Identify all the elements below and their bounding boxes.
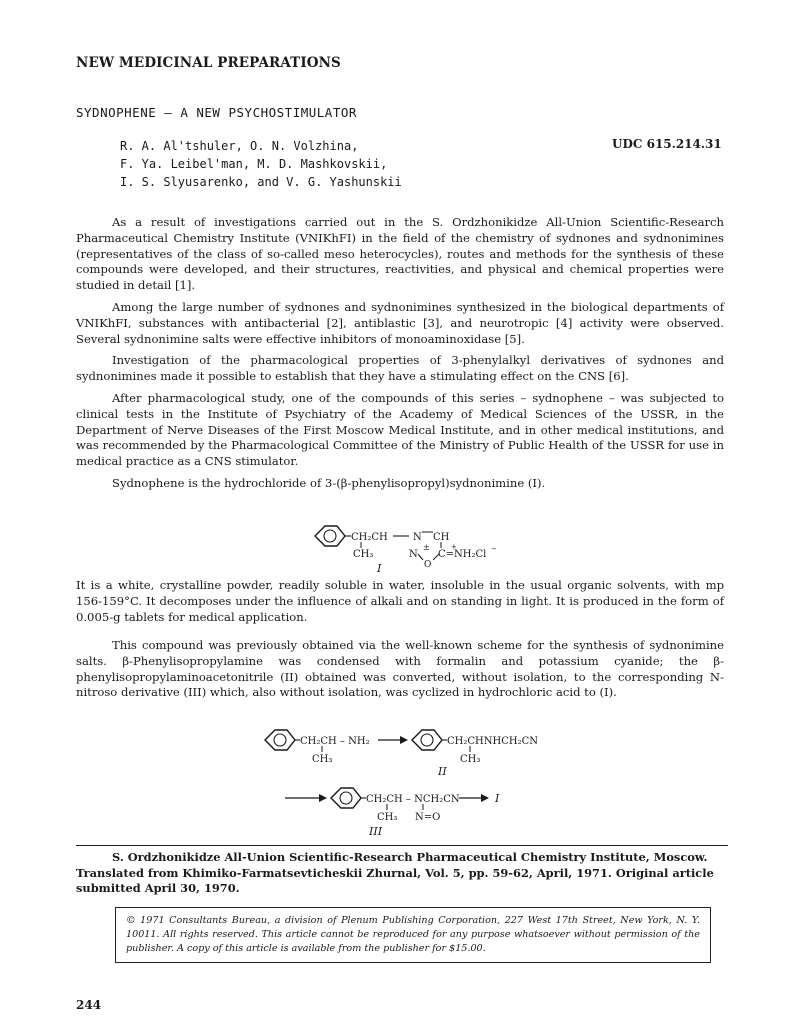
- reaction-arrow-icon: [459, 794, 489, 802]
- article-title: SYDNOPHENE – A NEW PSYCHOSTIMULATOR: [76, 105, 357, 120]
- intro-paragraphs: [76, 215, 724, 498]
- charge-mark: ±: [423, 543, 430, 552]
- footnote-divider: [76, 845, 728, 846]
- methyl-label: CH₃: [377, 812, 398, 823]
- paragraph: As a result of investigations carried out in the S. Ordzhonikidze All-Union Scientific-Research Pharmaceutical Chemistry Institute (VNIKhFI) in the field of the chemistry of sydnones and sydnonimines (representatives of the class of so-called meso heterocycles), routes and methods for the synthesis of these compounds were developed, and their structures, reactivities, and physical and chemical properties were studied in detail [1].: [76, 215, 724, 293]
- imine-group: C=NH₂Cl: [438, 549, 487, 560]
- ring-oxygen: O: [424, 560, 432, 570]
- footnote-text: S. Ordzhonikidze All-Union Scientific-Research Pharmaceutical Chemistry Institute, Moscow. Translated from Khimiko-Farmatsevticheskii Zhurnal, Vol. 5, pp. 59-62, April, 1971. Original article submitted April 30, 1970.: [76, 850, 714, 895]
- product-label: I: [495, 792, 500, 805]
- paragraph: It is a white, crystalline powder, readily soluble in water, insoluble in the usual organic solvents, with mp 156-159°C. It decomposes under the influence of alkali and on standing in light. It is produced in the form of 0.005-g tablets for medical application.: [76, 578, 724, 624]
- udc-code: UDC 615.214.31: [612, 137, 722, 151]
- synthesis-scheme-step-1: [260, 722, 560, 778]
- copyright-text: © 1971 Consultants Bureau, a division of Plenum Publishing Corporation, 227 West 17th Street, New York, N. Y. 10011. All rights reserved. This article cannot be reproduced for any purpose whatsoever without permission of the publisher. A copy of this article is available from the publisher for $15.00.: [126, 915, 700, 954]
- paragraph: Among the large number of sydnones and sydnonimines synthesized in the biological departments of VNIKhFI, substances with antibacterial [2], antiblastic [3], and neurotropic [4] activity were observed. Several sydnonimine salts were effective inhibitors of monoaminoxidase [5].: [76, 299, 724, 346]
- ring-nitrogen: N: [413, 532, 422, 543]
- paragraph: After pharmacological study, one of the compounds of this series – sydnophene – was subjected to clinical tests in the Institute of Psychiatry of the Academy of Medical Sciences of the USSR, in the Department of Nerve Diseases of the First Moscow Medical Institute, and in other medical institutions, and was recommended by the Pharmacological Committee of the Ministry of Public Health of the USSR for use in medical practice as a CNS stimulator.: [76, 390, 724, 469]
- synthesis-scheme-step-2: [283, 782, 523, 838]
- properties-paragraph: [76, 578, 724, 631]
- copyright-box: [115, 907, 711, 963]
- chain-label: CH₂CH – NH₂: [300, 736, 370, 747]
- benzene-ring-icon: [315, 526, 345, 546]
- author-line: F. Ya. Leibel'man, M. D. Mashkovskii,: [120, 157, 388, 171]
- nitroso-group: N=O: [415, 812, 441, 823]
- benzene-ring-icon: [331, 788, 361, 808]
- paragraph: Sydnophene is the hydrochloride of 3-(β-phenylisopropyl)sydnonimine (I).: [112, 475, 546, 490]
- author-line: I. S. Slyusarenko, and V. G. Yashunskii: [120, 175, 402, 189]
- benzene-ring-icon: [412, 730, 442, 750]
- synthesis-paragraph: [76, 638, 724, 707]
- plus-charge: +: [451, 543, 457, 551]
- benzene-ring-icon: [265, 730, 295, 750]
- ring-ch: CH: [433, 532, 450, 543]
- reaction-arrow-icon: [285, 794, 327, 802]
- author-list: [120, 137, 402, 191]
- footnote: [76, 850, 728, 897]
- compound-label: I: [377, 562, 382, 574]
- section-heading: NEW MEDICINAL PREPARATIONS: [76, 55, 341, 71]
- compound-label: III: [369, 825, 383, 838]
- paragraph: Investigation of the pharmacological properties of 3-phenylalkyl derivatives of sydnones and sydnonimines made it possible to establish that they have a stimulating effect on the CNS [6].: [76, 353, 724, 384]
- methyl-label-2: CH₃: [460, 754, 481, 765]
- compound-label: II: [438, 765, 447, 778]
- chain-label: CH₂CH: [351, 532, 388, 543]
- methyl-label: CH₃: [353, 549, 374, 560]
- chain-label-2: CH₂CHNHCH₂CN: [447, 736, 539, 747]
- chain-label: CH₂CH – NCH₂CN: [366, 794, 460, 805]
- minus-charge: −: [491, 545, 497, 553]
- structure-sydnophene: [305, 512, 505, 574]
- ring-nitrogen-2: N: [409, 549, 418, 560]
- page-number: 244: [76, 998, 102, 1012]
- paragraph: This compound was previously obtained via the well-known scheme for the synthesis of sydnonimine salts. β-Phenylisopropylamine was condensed with formalin and potassium cyanide; the β-phenylisopropylaminoacetonitrile (II) obtained was converted, without isolation, to the corresponding N-nitroso derivative (III) which, also without isolation, was cyclized in hydrochloric acid to (I).: [76, 638, 724, 700]
- author-line: R. A. Al'tshuler, O. N. Volzhina,: [120, 139, 359, 153]
- methyl-label: CH₃: [312, 754, 333, 765]
- reaction-arrow-icon: [378, 736, 408, 744]
